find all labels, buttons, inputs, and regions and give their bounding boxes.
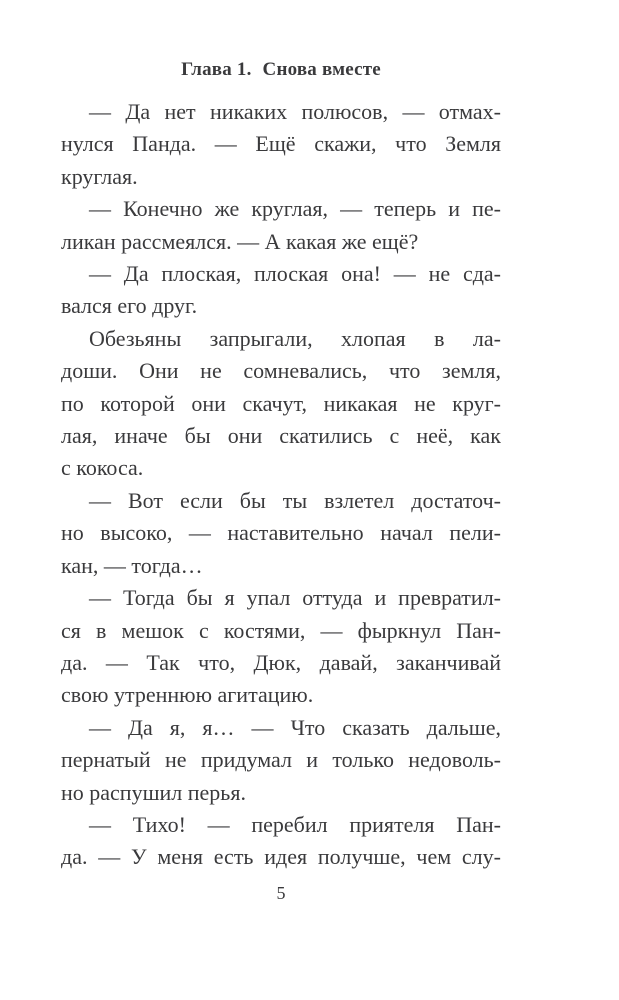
text-line: да. — Так что, Дюк, давай, заканчивай xyxy=(61,649,501,675)
chapter-number-label: Глава 1. xyxy=(181,59,252,80)
paragraph xyxy=(61,258,501,323)
text-line: ликан рассмеялся. — А какая же ещё? xyxy=(61,228,419,254)
chapter-header xyxy=(61,59,501,81)
paragraph xyxy=(61,193,501,258)
text-line: с кокоса. xyxy=(61,455,144,481)
text-line: вался его друг. xyxy=(61,293,198,319)
text-line: ся в мешок с костями, — фыркнул Пан- xyxy=(61,617,501,643)
text-line: по которой они скачут, никакая не круг- xyxy=(61,390,501,416)
paragraph xyxy=(61,96,501,193)
page-number: 5 xyxy=(276,883,286,903)
chapter-title: Снова вместе xyxy=(262,59,381,80)
text-line: — Вот если бы ты взлетел достаточ- xyxy=(89,487,501,513)
text-line: лая, иначе бы они скатились с неё, как xyxy=(61,423,501,449)
text-line: да. — У меня есть идея получше, чем слу- xyxy=(61,844,501,870)
text-line: — Да нет никаких полюсов, — отмах- xyxy=(89,99,501,124)
text-line: — Конечно же круглая, — теперь и пе- xyxy=(89,196,501,222)
text-line: кан, — тогда… xyxy=(61,552,203,578)
text-line: — Тихо! — перебил приятеля Пан- xyxy=(89,811,501,837)
text-line: Обезьяны запрыгали, хлопая в ла- xyxy=(89,325,501,351)
text-line: — Да я, я… — Что сказать дальше, xyxy=(89,714,501,740)
body-text xyxy=(61,96,501,874)
text-line: но высоко, — наставительно начал пели- xyxy=(61,520,501,546)
paragraph xyxy=(61,809,501,874)
text-line: нулся Панда. — Ещё скажи, что Земля xyxy=(61,131,501,157)
text-line: — Тогда бы я упал оттуда и превратил- xyxy=(89,585,501,611)
text-line: круглая. xyxy=(61,163,138,189)
text-line: — Да плоская, плоская она! — не сда- xyxy=(89,261,501,287)
text-line: пернатый не придумал и только недоволь- xyxy=(61,747,501,773)
paragraph xyxy=(61,323,501,485)
paragraph xyxy=(61,485,501,582)
paragraph xyxy=(61,582,501,712)
text-line: доши. Они не сомневались, что земля, xyxy=(61,358,501,384)
paragraph xyxy=(61,712,501,809)
text-line: свою утреннюю агитацию. xyxy=(61,682,314,708)
text-line: но распушил перья. xyxy=(61,779,246,805)
